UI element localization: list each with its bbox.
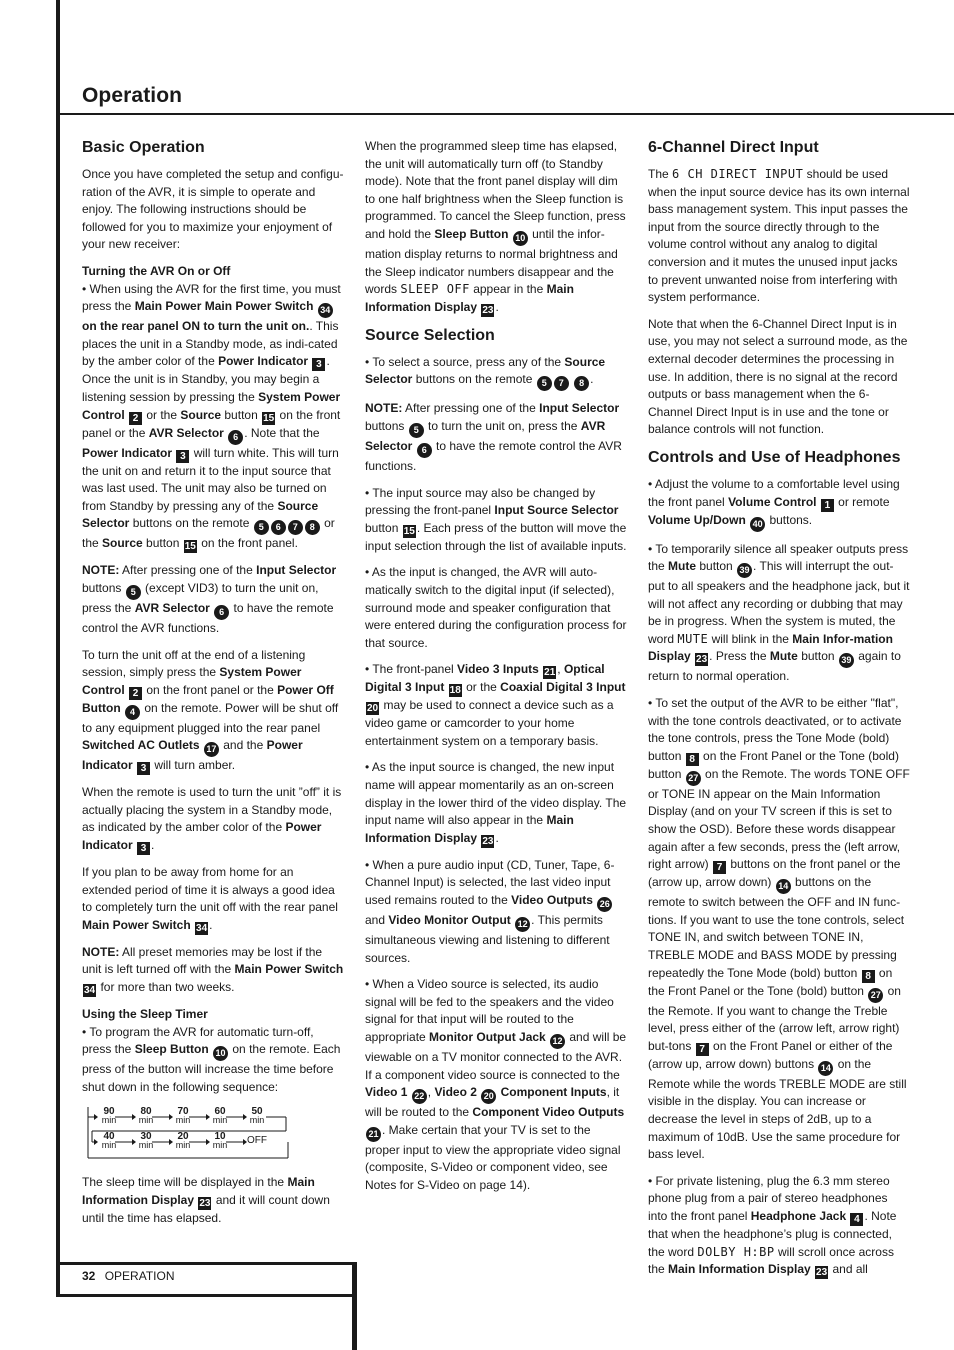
remote-ref-badge: 7: [288, 520, 303, 535]
text-run: buttons on the remote: [129, 516, 253, 531]
remote-ref-badge: 14: [818, 1061, 833, 1076]
text-run: • The front-panel: [365, 662, 458, 677]
text-run: buttons on the front panel or the (arrow up, arrow down): [648, 857, 901, 890]
control-name: NOTE:: [82, 563, 120, 578]
text-run: • When a pure audio input (CD, Tuner, Tape, 6-Channel Input) is selected, the last video input used remains routed to the: [365, 857, 615, 908]
left-margin-bar: [56, 0, 60, 1297]
text-run: and will be viewable on a TV monitor connected to the AVR. If a component video source is connected to the: [365, 1030, 627, 1082]
text-run: The sleep time will be displayed in the: [82, 1175, 288, 1190]
text-run: • To program the AVR for automatic turn-off, press the: [82, 1024, 314, 1057]
text-run: . This permits simultaneous viewing and listening to different sources.: [365, 913, 610, 965]
text-run: . Press the: [709, 649, 770, 664]
front-panel-ref-badge: 23: [696, 654, 708, 666]
front-panel-ref-badge: 2: [129, 687, 142, 700]
remote-ref-badge: 8: [574, 376, 589, 391]
front-panel-ref-badge: 23: [482, 835, 494, 847]
control-name: Source: [180, 407, 222, 422]
text-run: . Once the unit is in Standby, you may begin a listening session by pressing the: [82, 354, 330, 404]
text-run: for more than two weeks.: [97, 980, 235, 995]
column-3: [648, 138, 910, 1288]
text-run: • To temporarily silence all speaker outputs press the: [648, 541, 909, 574]
front-panel-ref-badge: 20: [367, 703, 379, 715]
remote-ref-badge: 34: [318, 303, 333, 318]
column-1: [82, 138, 344, 1237]
text-run: buttons on the remote: [412, 372, 536, 387]
text-run: buttons: [82, 580, 125, 595]
remote-ref-badge: 21: [366, 1127, 381, 1142]
front-panel-ref-badge: 3: [137, 842, 150, 855]
text-run: until the infor-mation display returns to normal brightness and the Sleep indicator numbers disappear and the words: [365, 226, 618, 297]
remote-ref-badge: 5: [254, 520, 269, 535]
paragraph: [365, 976, 627, 1194]
text-run: Once you have completed the setup and configu-ration of the AVR, it is simple to operate and enjoy. The following instructions should be followed for you to maximize your enjoyment of your new receiver:: [82, 167, 344, 252]
front-panel-ref-badge: 2: [129, 412, 142, 425]
remote-ref-badge: 8: [305, 520, 320, 535]
control-name: Main Power Switch: [82, 917, 195, 932]
text-run: • When using the AVR for the first time, you must press the: [82, 281, 341, 314]
text-run: button: [365, 520, 402, 535]
text-run: will turn amber.: [151, 758, 236, 773]
paragraph: [82, 647, 344, 776]
text-run: After pressing one of the: [402, 401, 540, 416]
sleep-step-value: 50: [251, 1106, 263, 1118]
sleep-step-unit: min: [138, 1115, 154, 1126]
remote-ref-badge: 17: [204, 742, 219, 757]
control-name: Video 2: [434, 1085, 481, 1100]
sleep-step-10: [207, 1133, 233, 1149]
front-panel-ref-badge: 4: [850, 1213, 863, 1226]
text-run: on the Remote. If you want to change the Treble level, press either of the (arrow left, arrow right) but-tons: [648, 983, 901, 1053]
text-run: appear in the: [469, 282, 547, 297]
text-run: on the Remote. The words TONE OFF or TONE IN appear on the Main Information Display (and on your TV screen if this is set to show the OSD). Before these words disappear again after a few seconds, press the (left arrow, right arrow): [648, 766, 910, 872]
front-panel-ref-badge: 15: [184, 541, 196, 553]
sleep-step-value: 80: [140, 1106, 152, 1118]
front-panel-ref-badge: 15: [263, 412, 275, 424]
text-run: ,: [427, 1085, 435, 1100]
control-name: System Power Control: [82, 665, 302, 697]
paragraph: [648, 166, 910, 307]
front-panel-ref-badge: 3: [312, 358, 325, 371]
text-run: on the front panel.: [197, 536, 298, 551]
remote-ref-badge: 4: [125, 705, 140, 720]
control-name: Source: [102, 536, 143, 551]
text-run: will scroll once across the: [648, 1244, 894, 1277]
text-run: button: [142, 536, 183, 551]
text-run: • For private listening, plug the 6.3 mm stereo phone plug from a pair of stereo headphones into the front panel: [648, 1173, 890, 1223]
text-run: or the: [462, 680, 501, 695]
text-run: Note that when the 6-Channel Direct Input is in use, you may not select a surround mode, as the external decoder determines the processing in use. In addition, there is no signal at the record outputs or bass management when the 6-Channel Direct Input is in use and the tone or balance controls will not function.: [648, 316, 908, 437]
paragraph: [365, 564, 627, 652]
remote-ref-badge: 6: [417, 443, 432, 458]
sleep-step-80: [133, 1108, 159, 1124]
control-name: Power Indicator: [82, 820, 322, 853]
paragraph: [82, 864, 344, 935]
front-panel-ref-badge: 15: [403, 525, 415, 537]
paragraph: [82, 562, 344, 637]
sleep-step-value: 10: [214, 1131, 226, 1143]
sleep-step-value: OFF: [247, 1135, 267, 1147]
text-run: to turn the unit on, press the: [424, 418, 581, 433]
front-panel-ref-badge: 8: [686, 753, 699, 766]
control-name: Headphone Jack: [750, 1208, 850, 1223]
remote-ref-badge: 26: [597, 897, 612, 912]
text-run: may be used to connect a device such as a video game or camcorder to your home entertainment system on a temporary basis.: [365, 698, 614, 748]
text-run: button: [696, 559, 737, 574]
front-panel-ref-badge: 1: [821, 499, 834, 512]
remote-ref-badge: 5: [537, 376, 552, 391]
front-panel-ref-badge: 8: [862, 970, 875, 983]
control-name: Video 1: [365, 1085, 411, 1100]
front-panel-ref-badge: 23: [199, 1198, 211, 1209]
remote-ref-badge: 27: [868, 988, 883, 1003]
text-run: After pressing one of the: [119, 563, 257, 578]
remote-ref-badge: 10: [213, 1046, 228, 1061]
column-2: [365, 138, 627, 1204]
text-run: .: [209, 917, 213, 932]
text-run: .: [151, 838, 155, 853]
control-name: Volume Control: [728, 494, 820, 509]
control-name: Power Off Button: [82, 682, 334, 715]
front-panel-ref-badge: 23: [482, 304, 494, 316]
control-name: Video Outputs: [511, 893, 597, 908]
control-name: Mute: [769, 649, 798, 664]
text-run: button: [797, 649, 838, 664]
sleep-step-unit: min: [101, 1115, 117, 1126]
remote-ref-badge: 6: [228, 430, 243, 445]
paragraph: [82, 1006, 344, 1096]
control-name: Volume Up/Down: [648, 512, 750, 527]
sleep-step-value: 30: [140, 1131, 152, 1143]
sleep-step-off: [244, 1133, 270, 1145]
text-run: • When a Video source is selected, its audio signal will be fed to the speakers and the video signal for that input will be routed to the appropriate: [365, 977, 614, 1044]
text-run: buttons.: [766, 512, 813, 527]
control-name: Main Infor-mation Display: [648, 631, 893, 664]
remote-ref-badge: 40: [750, 517, 765, 532]
text-run: on the front panel or the: [82, 407, 341, 440]
text-run: on the front panel or the: [143, 682, 278, 697]
sleep-timer-sequence-diagram: [86, 1105, 290, 1160]
paragraph: [648, 695, 910, 1164]
control-name: AVR Selector: [148, 425, 228, 440]
text-run: will turn white. This will turn the unit on and return it to the input source that was last used. The unit may also be turned on from Standby by pressing any of the: [82, 445, 339, 513]
text-run: (except VID3) to turn the unit on, press the: [82, 580, 319, 615]
sleep-step-60: [207, 1108, 233, 1124]
sleep-step-50: [244, 1108, 270, 1124]
front-panel-ref-badge: 34: [196, 922, 208, 934]
text-run: . This will interrupt the out-put to all speakers and the headphone jack, but it will not affect any recording or dubbing that may be in progress. When the system is muted, the word: [648, 559, 910, 646]
sleep-step-value: 20: [177, 1131, 189, 1143]
remote-ref-badge: 22: [412, 1089, 427, 1104]
text-run: .: [495, 299, 499, 314]
text-run: and the: [219, 738, 267, 753]
control-name: on the rear panel ON to turn the unit on.: [82, 319, 310, 334]
control-name: AVR Selector: [134, 600, 214, 615]
sleep-step-70: [170, 1108, 196, 1124]
remote-ref-badge: 12: [550, 1034, 565, 1049]
text-run: . This places the unit in a Standby mode, as indi-cated by the amber color of the: [82, 319, 339, 369]
control-name: Main Information Display: [365, 813, 574, 845]
sleep-step-unit: min: [175, 1115, 191, 1126]
text-run: When the remote is used to turn the unit ”off” it is actually placing the system in a Standby mode, as indicated by the amber color of the: [82, 785, 342, 835]
paragraph: [648, 1173, 910, 1279]
text-run: . Note that the: [244, 425, 320, 440]
control-name: Sleep Button: [434, 226, 512, 241]
paragraph: [365, 857, 627, 967]
paragraph: [82, 263, 344, 553]
control-name: Main Information Display: [365, 282, 574, 314]
text-run: will blink in the: [708, 631, 793, 646]
header-rule: [56, 113, 954, 115]
text-run: • As the input is changed, the AVR will auto-matically switch to the digital input (if selected), surround mode and speaker configuration that were entered during the configuration process for that source.: [365, 565, 627, 650]
footer-rule-top: [56, 1262, 356, 1265]
page-number: 32: [82, 1269, 96, 1283]
footer-rule-bottom: [56, 1294, 356, 1297]
remote-ref-badge: 6: [214, 605, 229, 620]
remote-ref-badge: 12: [515, 917, 530, 932]
text-run: buttons: [365, 418, 408, 433]
front-panel-ref-badge: 34: [84, 985, 96, 997]
paragraph: [648, 316, 910, 439]
remote-ref-badge: 10: [513, 231, 528, 246]
control-name: Main Information Display: [668, 1262, 815, 1277]
text-run: button: [221, 407, 262, 422]
text-run: All preset memories may be lost if the unit is left turned off with the: [82, 944, 323, 977]
control-name: Video 3 Inputs: [457, 662, 543, 677]
control-name: Power Indicator: [82, 445, 176, 460]
paragraph: [82, 784, 344, 855]
sleep-step-value: 70: [177, 1106, 189, 1118]
remote-ref-badge: 5: [126, 585, 141, 600]
paragraph: [365, 400, 627, 475]
text-run: on the Front Panel or either of the (arrow up, arrow down) buttons: [648, 1038, 893, 1071]
sleep-step-unit: min: [175, 1140, 191, 1151]
control-name: System Power Control: [82, 389, 341, 422]
remote-ref-badge: 39: [839, 653, 854, 668]
paragraph: [365, 485, 627, 556]
text-run: or the: [82, 516, 335, 551]
text-run: or the: [143, 407, 181, 422]
remote-ref-badge: 20: [481, 1089, 496, 1104]
text-run: and: [365, 913, 389, 928]
subheading: Using the Sleep Timer: [82, 1007, 208, 1022]
remote-ref-badge: 7: [554, 376, 569, 391]
text-run: to have the remote control the AVR functions.: [365, 438, 622, 473]
text-run: on the Front Panel or the Tone (bold) button: [648, 748, 899, 781]
control-name: Coaxial Digital 3 Input: [500, 680, 626, 695]
control-name: Power Indicator: [82, 738, 303, 773]
paragraph: [82, 944, 344, 997]
text-run: ,: [557, 662, 564, 677]
control-name: Input Selector: [256, 563, 337, 578]
text-run: on the remote. Each press of the button will increase the time before shut down in the following sequence:: [82, 1042, 341, 1094]
text-run: again to return to normal operation.: [648, 649, 901, 684]
text-run: on the remote. Power will be shut off to any equipment plugged into the rear panel: [82, 700, 339, 735]
paragraph: [365, 138, 627, 317]
control-name: Main Information Display: [82, 1175, 315, 1207]
page-footer: [82, 1269, 175, 1283]
control-name: Optical Digital 3 Input: [365, 662, 605, 695]
display-message: SLEEP OFF: [400, 282, 470, 297]
text-run: should be used when the input source device has its own internal bass management system. This input passes the input from the source directly through to the volume control without any analog to digital conversion and it mutes the unused input jacks to prevent unwanted noise from interfering with system performance.: [648, 167, 910, 305]
section-heading-controls-and-use-of-headphones: Controls and Use of Headphones: [648, 448, 901, 466]
text-run: , it will be routed to the: [365, 1085, 620, 1120]
text-run: on the Front Panel or the Tone (bold) button: [648, 965, 893, 998]
control-name: Component Inputs: [500, 1085, 607, 1100]
control-name: Monitor Output Jack: [429, 1030, 550, 1044]
section-heading-source-selection: Source Selection: [365, 326, 495, 344]
sleep-step-value: 90: [103, 1106, 115, 1118]
text-run: .: [590, 372, 594, 387]
remote-ref-badge: 14: [776, 879, 791, 894]
paragraph: [365, 661, 627, 750]
remote-ref-badge: 39: [737, 563, 752, 578]
footer-section-label: OPERATION: [104, 1269, 175, 1283]
paragraph: [82, 1174, 344, 1227]
sleep-step-unit: min: [249, 1115, 265, 1126]
text-run: • To select a source, press any of the: [365, 354, 565, 369]
text-run: and it will count down until the time has elapsed.: [82, 1193, 330, 1225]
paragraph: [82, 166, 344, 254]
control-name: NOTE:: [82, 944, 120, 959]
control-name: Input Source Selector: [494, 503, 619, 518]
control-name: Power Indicator: [218, 354, 312, 369]
control-name: Mute: [668, 559, 697, 574]
text-run: or remote: [834, 494, 890, 509]
control-name: NOTE:: [365, 401, 403, 416]
front-panel-ref-badge: 3: [137, 762, 150, 775]
text-run: • To set the output of the AVR to be either "flat", with the tone controls deactivated, or to activate the tone controls, press the Tone Mode (bold) button: [648, 696, 902, 763]
text-run: • As the input source is changed, the new input name will appear momentarily as an on-screen display in the lower third of the video display. The input name will also appear in the: [365, 760, 627, 828]
sleep-step-unit: min: [212, 1140, 228, 1151]
display-message: 6 CH DIRECT INPUT: [672, 167, 804, 181]
remote-ref-badge: 6: [271, 520, 286, 535]
text-run: The: [648, 167, 673, 181]
text-run: • The input source may also be changed by pressing the front-panel: [365, 485, 596, 518]
text-run: . Each press of the button will move the input selection through the list of available inputs.: [365, 520, 627, 553]
display-message: DOLBY H:BP: [697, 1244, 775, 1259]
paragraph: [365, 354, 627, 392]
front-panel-ref-badge: 3: [176, 450, 189, 463]
paragraph: [365, 759, 627, 847]
text-run: to have the remote control the AVR functions.: [82, 600, 334, 635]
front-panel-ref-badge: 21: [544, 667, 556, 679]
control-name: Main Power Main Power Switch: [134, 299, 317, 314]
text-run: If you plan to be away from home for an extended period of time it is always a good idea to completely turn the unit off with the rear panel: [82, 865, 338, 915]
text-run: on the Remote while the words TREBLE MODE are still visible in the display. You can increase or decrease the level in steps of 2dB, up to a maximum of 10dB. Use the same procedure for bass level.: [648, 1056, 907, 1162]
section-heading-basic-operation: Basic Operation: [82, 139, 205, 156]
text-run: To turn the unit off at the end of a listening session, simply press the: [82, 647, 306, 680]
front-panel-ref-badge: 23: [816, 1267, 828, 1279]
control-name: Component Video Outputs: [472, 1105, 625, 1120]
display-message: MUTE: [677, 631, 709, 646]
sleep-step-unit: min: [101, 1140, 117, 1151]
control-name: AVR Selector: [365, 418, 606, 453]
text-run: . Note that when the headphone’s plug is connected, the word: [648, 1208, 897, 1259]
front-panel-ref-badge: 7: [713, 861, 726, 874]
sleep-step-20: [170, 1133, 196, 1149]
page-title: Operation: [82, 84, 183, 107]
control-name: Sleep Button: [134, 1042, 213, 1057]
text-run: When the programmed sleep time has elapsed, the unit will automatically turn off (to Standby mode). Note that the front panel display will dim to one half brightness when the Sleep function is programmed. To cancel the Sleep function, press and hold the: [365, 139, 626, 241]
paragraph: [648, 541, 910, 687]
text-run: . Make certain that your TV is set to the proper input to view the appropriate video signal (composite, S-Video or component video, see Notes for S-Video on page 14).: [365, 1122, 621, 1192]
sleep-step-unit: min: [138, 1140, 154, 1151]
paragraph: [648, 476, 910, 532]
control-name: Input Selector: [539, 401, 620, 416]
sleep-step-30: [133, 1133, 159, 1149]
control-name: Main Power Switch: [234, 962, 344, 977]
text-run: [570, 372, 573, 386]
sleep-step-90: [96, 1108, 122, 1124]
front-panel-ref-badge: 18: [449, 685, 461, 697]
front-panel-ref-badge: 7: [696, 1043, 709, 1056]
sleep-step-unit: min: [212, 1115, 228, 1126]
remote-ref-badge: 5: [409, 423, 424, 438]
remote-ref-badge: 27: [686, 771, 701, 786]
section-heading-6-channel-direct-input: 6-Channel Direct Input: [648, 139, 819, 156]
sleep-step-40: [96, 1133, 122, 1149]
control-name: Source Selector: [82, 498, 319, 531]
control-name: Video Monitor Output: [388, 913, 515, 928]
sleep-step-value: 40: [103, 1131, 115, 1143]
footer-divider-bar: [352, 1262, 357, 1350]
text-run: and all: [829, 1262, 868, 1277]
sleep-step-value: 60: [214, 1106, 226, 1118]
control-name: Source Selector: [365, 354, 606, 387]
text-run: • Adjust the volume to a comfortable level using the front panel: [648, 476, 900, 509]
subheading: Turning the AVR On or Off: [82, 263, 231, 278]
text-run: buttons on the remote to switch between the OFF and IN func-tions. If you want to use the tone controls, select TONE IN, and switch between TONE IN, TREBLE MODE and BASS MODE by pressing repeatedly the Tone Mode (bold) button: [648, 875, 905, 980]
text-run: .: [495, 830, 499, 845]
control-name: Switched AC Outlets: [82, 738, 203, 753]
